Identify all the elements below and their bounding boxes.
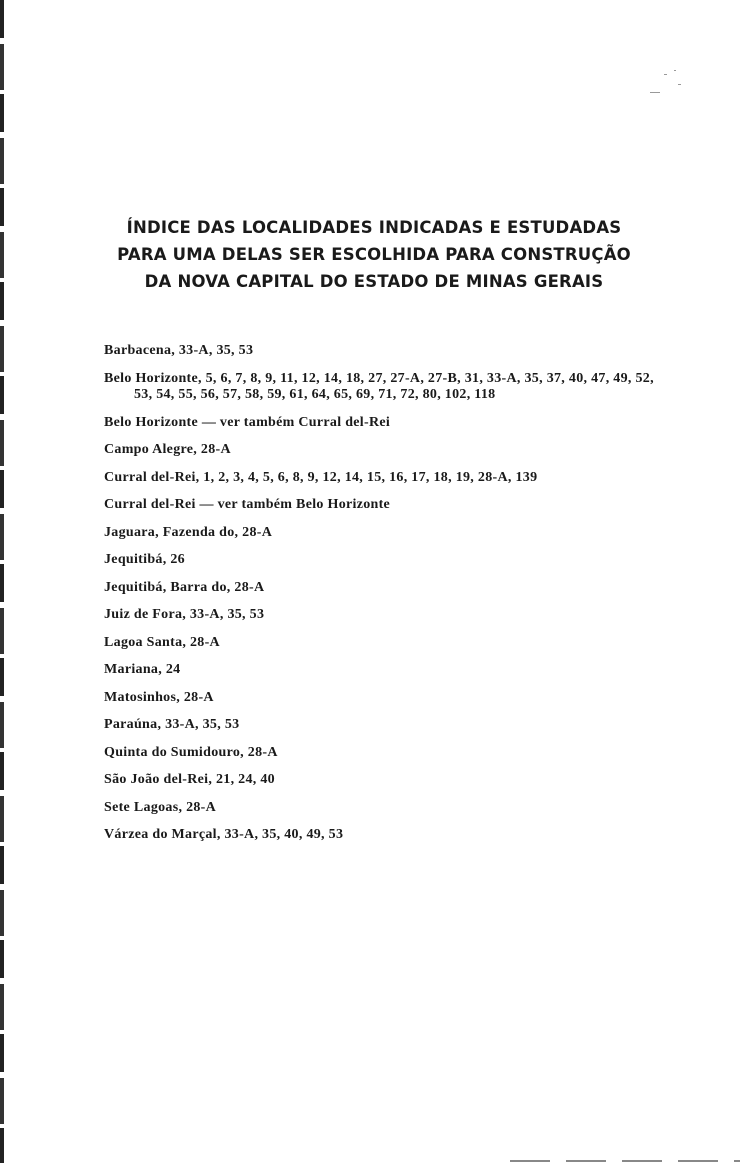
entry-name: Paraúna, (104, 717, 162, 732)
title-line-2: PARA UMA DELAS SER ESCOLHIDA PARA CONSTRUÇÃO (117, 245, 631, 264)
entry-page-refs: 28-A (234, 579, 265, 595)
index-entry (104, 343, 664, 360)
entry-page-refs: 33-A, 35, 53 (178, 343, 254, 358)
entry-name: Juiz de Fora, (104, 607, 187, 622)
index-entry (104, 772, 664, 789)
entry-page-refs: 21, 24, 40 (215, 772, 275, 787)
entry-page-refs: 24 (165, 662, 181, 677)
entry-page-refs: 28-A (186, 799, 217, 815)
entry-page-refs: — ver também Belo Horizonte (199, 497, 391, 512)
entry-page-refs: 33-A, 35, 40, 49, 53 (224, 827, 344, 842)
index-entry (104, 442, 664, 459)
scan-speck (650, 70, 686, 100)
entry-name: Jaguara, Fazenda do, (104, 524, 239, 540)
binding-edge (0, 0, 4, 1163)
index-entry (104, 607, 664, 624)
index-entry (104, 371, 664, 404)
locality-index-list (104, 343, 664, 855)
title-line-3: DA NOVA CAPITAL DO ESTADO DE MINAS GERAIS (144, 272, 604, 291)
index-entry (104, 497, 664, 514)
entry-page-refs: 26 (170, 552, 185, 567)
index-entry (104, 717, 664, 734)
entry-page-refs: — ver também Curral del-Rei (201, 414, 391, 430)
index-title (100, 214, 648, 295)
entry-name: Curral del-Rei (104, 497, 196, 512)
entry-page-refs: 28-A (183, 689, 214, 705)
entry-name: Várzea do Marçal, (104, 827, 221, 842)
entry-name: Jequitibá, Barra do, (104, 579, 231, 595)
index-entry (104, 690, 664, 707)
entry-name: Barbacena, (104, 343, 176, 358)
index-entry (104, 800, 664, 817)
index-entry (104, 470, 664, 487)
index-entry (104, 552, 664, 569)
title-line-1: ÍNDICE DAS LOCALIDADES INDICADAS E ESTUDADAS (126, 218, 622, 237)
index-entry (104, 662, 664, 679)
entry-page-refs: 28-A (200, 442, 231, 457)
entry-name: Matosinhos, (104, 689, 181, 705)
entry-name: Belo Horizonte (104, 414, 199, 430)
index-entry (104, 745, 664, 762)
entry-page-refs: 28-A (190, 634, 220, 650)
entry-page-refs: 33-A, 35, 53 (165, 717, 240, 732)
entry-page-refs: 28-A (247, 744, 278, 760)
entry-name: Curral del-Rei, (104, 469, 200, 485)
entry-name: Sete Lagoas, (104, 799, 183, 815)
entry-name: São João del-Rei, (104, 772, 213, 787)
scan-edge-marks (510, 1160, 740, 1162)
index-entry (104, 525, 664, 542)
entry-name: Lagoa Santa, (104, 634, 187, 650)
index-entry (104, 827, 664, 844)
index-entry (104, 415, 664, 432)
entry-page-refs: 1, 2, 3, 4, 5, 6, 8, 9, 12, 14, 15, 16, 17, 18, 19, 28-A, 139 (203, 469, 538, 485)
entry-name: Campo Alegre, (104, 442, 198, 457)
entry-name: Belo Horizonte, (104, 370, 202, 386)
entry-page-refs: 28-A (242, 524, 273, 540)
index-entry (104, 635, 664, 652)
entry-name: Quinta do Sumidouro, (104, 744, 244, 760)
entry-name: Mariana, (104, 662, 163, 677)
index-entry (104, 580, 664, 597)
entry-page-refs: 5, 6, 7, 8, 9, 11, 12, 14, 18, 27, 27-A, 27-B, 31, 33-A, 35, 37, 40, 47, 49, 52, 53, 54, 55, 56, 57, 58, 59, 61, 64, 65, 69, 71, 72, 80, 102, 118 (134, 370, 654, 402)
entry-name: Jequitibá, (104, 552, 167, 567)
entry-page-refs: 33-A, 35, 53 (189, 607, 265, 622)
